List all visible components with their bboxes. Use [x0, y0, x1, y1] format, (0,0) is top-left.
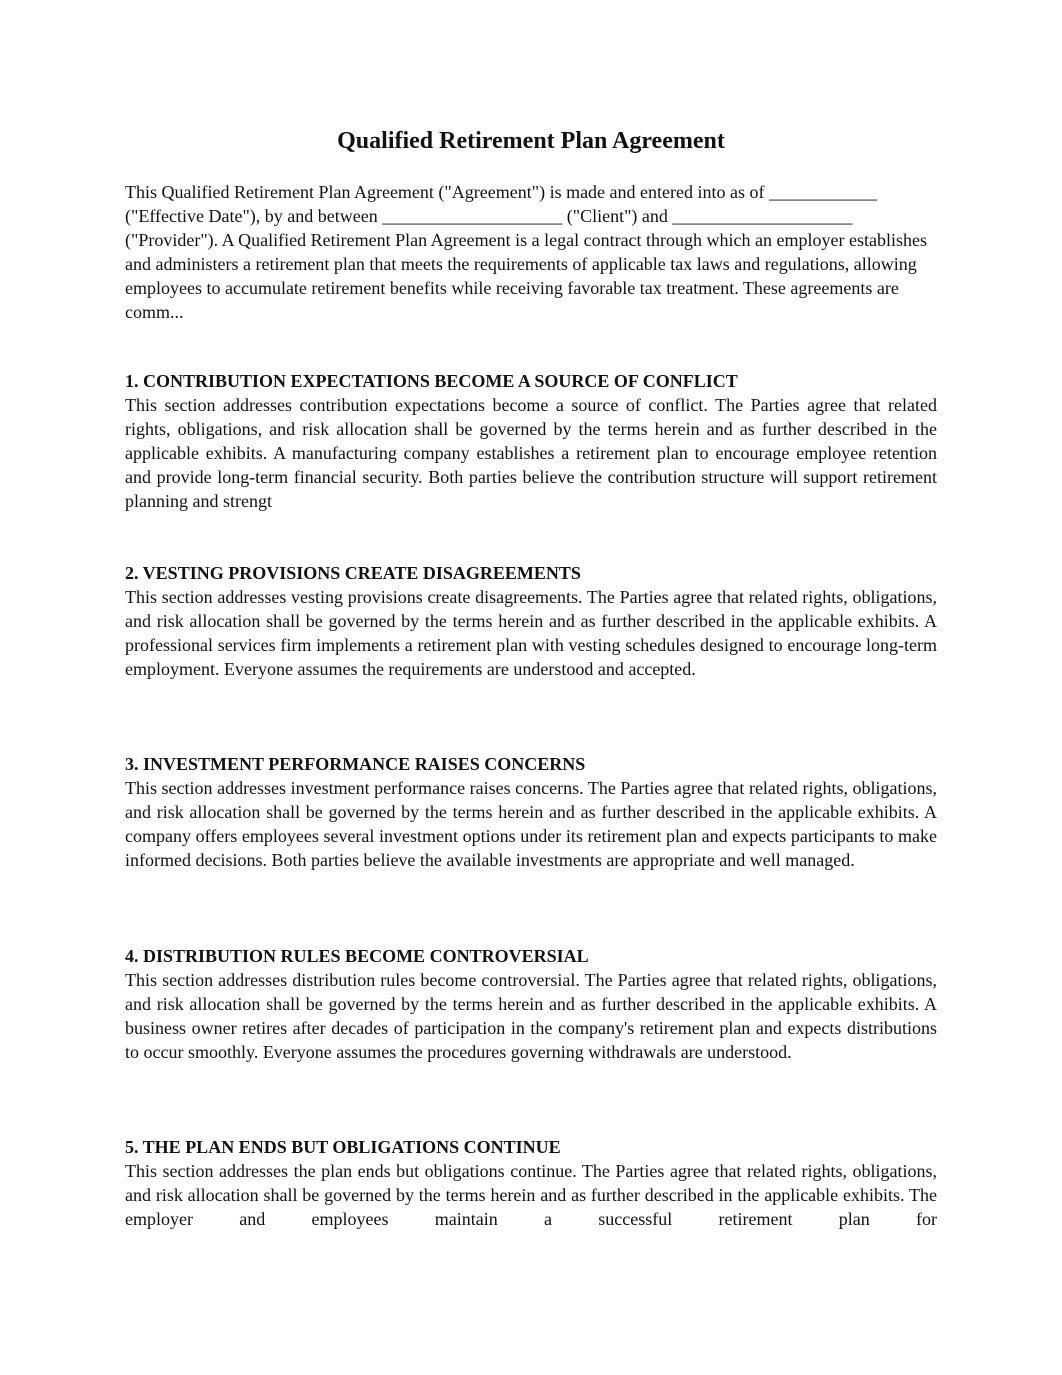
- section-body: This section addresses the plan ends but obligations continue. The Parties agree that related rights, obligations, and risk allocation shall be governed by the terms herein and as further described in the applicable exhibits. The employer and employees maintain a successful retirement plan for: [125, 1161, 937, 1230]
- section-4: [125, 944, 937, 1064]
- section-2: [125, 561, 937, 681]
- section-1: [125, 369, 937, 513]
- section-body: This section addresses distribution rules become controversial. The Parties agree that related rights, obligations, and risk allocation shall be governed by the terms herein and as further described in the applicable exhibits. A business owner retires after decades of participation in the company's retirement plan and expects distributions to occur smoothly. Everyone assumes the procedures governing withdrawals are understood.: [125, 970, 937, 1063]
- section-3: [125, 752, 937, 872]
- section-body: This section addresses contribution expectations become a source of conflict. The Parties agree that related rights, obligations, and risk allocation shall be governed by the terms herein and as further described in the applicable exhibits. A manufacturing company establishes a retirement plan to encourage employee retention and provide long-term financial security. Both parties believe the contribution structure will support retirement planning and strengt: [125, 395, 937, 512]
- section-heading: 3. INVESTMENT PERFORMANCE RAISES CONCERNS: [125, 754, 586, 774]
- section-heading: 5. THE PLAN ENDS BUT OBLIGATIONS CONTINUE: [125, 1137, 561, 1157]
- section-body: This section addresses vesting provisions create disagreements. The Parties agree that related rights, obligations, and risk allocation shall be governed by the terms herein and as further described in the applicable exhibits. A professional services firm implements a retirement plan with vesting schedules designed to encourage long-term employment. Everyone assumes the requirements are understood and accepted.: [125, 587, 937, 680]
- intro-paragraph: This Qualified Retirement Plan Agreement ("Agreement") is made and entered into as of ____________ ("Effective Date"), by and between ____________________ ("Client") and ____________________ ("Provider"). A Qualified Retirement Plan Agreement is a legal contract through which an employer establishes and administers a retirement plan that meets the requirements of applicable tax laws and regulations, allowing employees to accumulate retirement benefits while receiving favorable tax treatment. These agreements are comm...: [125, 182, 927, 323]
- section-body: This section addresses investment performance raises concerns. The Parties agree that related rights, obligations, and risk allocation shall be governed by the terms herein and as further described in the applicable exhibits. A company offers employees several investment options under its retirement plan and expects participants to make informed decisions. Both parties believe the available investments are appropriate and well managed.: [125, 778, 937, 871]
- section-heading: 2. VESTING PROVISIONS CREATE DISAGREEMENTS: [125, 563, 581, 583]
- section-heading: 1. CONTRIBUTION EXPECTATIONS BECOME A SOURCE OF CONFLICT: [125, 371, 738, 391]
- section-heading: 4. DISTRIBUTION RULES BECOME CONTROVERSIAL: [125, 946, 589, 966]
- section-5: [125, 1135, 937, 1231]
- document-title: Qualified Retirement Plan Agreement: [337, 128, 725, 154]
